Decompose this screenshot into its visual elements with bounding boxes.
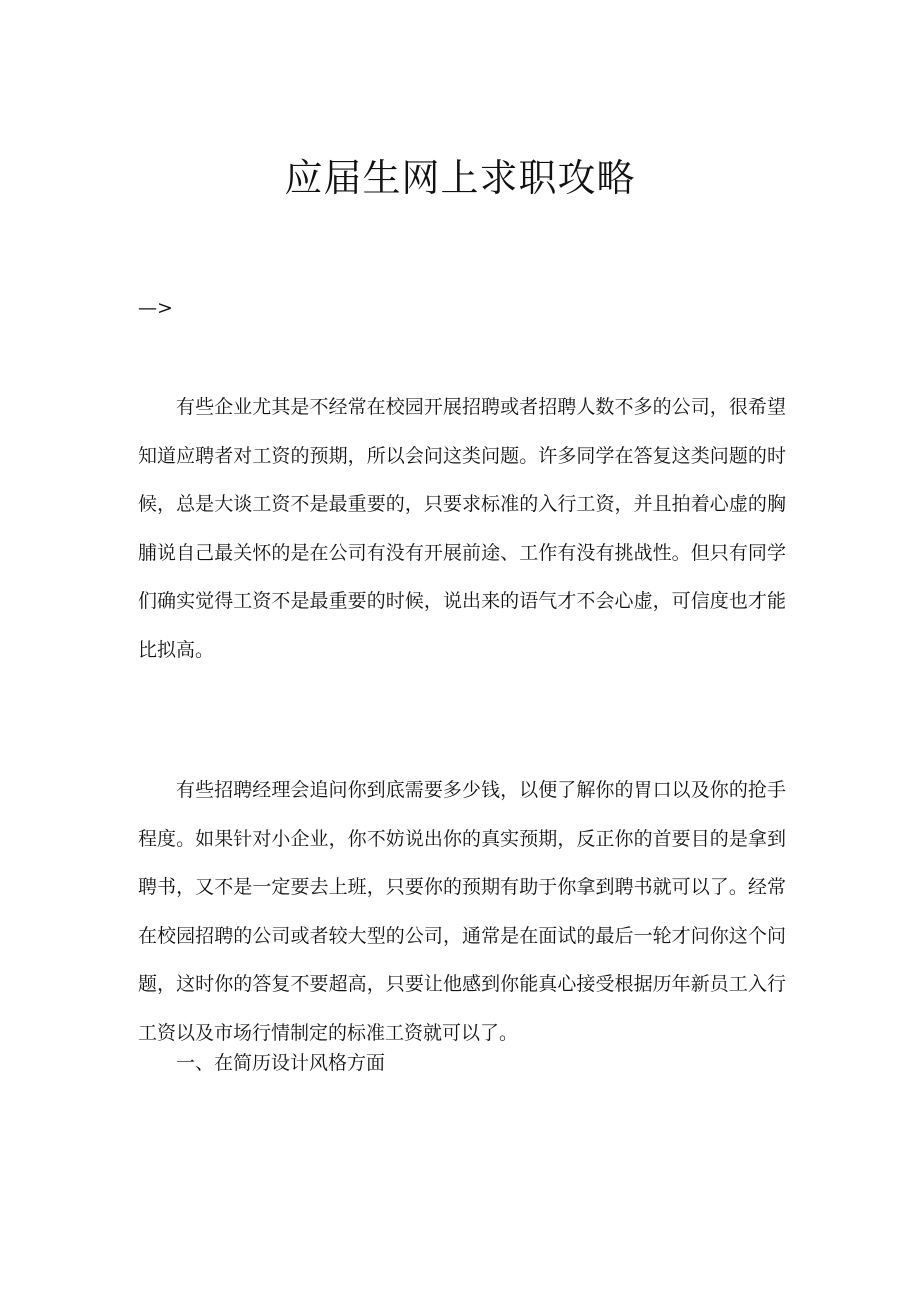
document-title: 应届生网上求职攻略 [284,156,636,200]
arrow-marker: —> [138,297,173,319]
paragraph-salary-followup: 有些招聘经理会追问你到底需要多少钱，以便了解你的胃口以及你的抢手程度。如果针对小企业，你不妨说出你的真实预期，反正你的首要目的是拿到聘书，又不是一定要去上班，只要你的预期有助于你拿到聘书就可以了。经常在校园招聘的公司或者较大型的公司，通常是在面试的最后一轮才问你这个问题，这时你的答复不要超高，只要让他感到你能真心接受根据历年新员工入行工资以及市场行情制定的标准工资就可以了。 [138,779,786,1044]
paragraph-salary-expectation: 有些企业尤其是不经常在校园开展招聘或者招聘人数不多的公司，很希望知道应聘者对工资的预期，所以会问这类问题。许多同学在答复这类问题的时候，总是大谈工资不是最重要的，只要求标准的入行工资，并且拍着心虚的胸脯说自己最关怀的是在公司有没有开展前途、工作有没有挑战性。但只有同学们确实觉得工资不是最重要的时候，说出来的语气才不会心虚，可信度也才能比拟高。 [138,396,786,661]
section-heading: 一、在简历设计风格方面 [176,1052,386,1074]
